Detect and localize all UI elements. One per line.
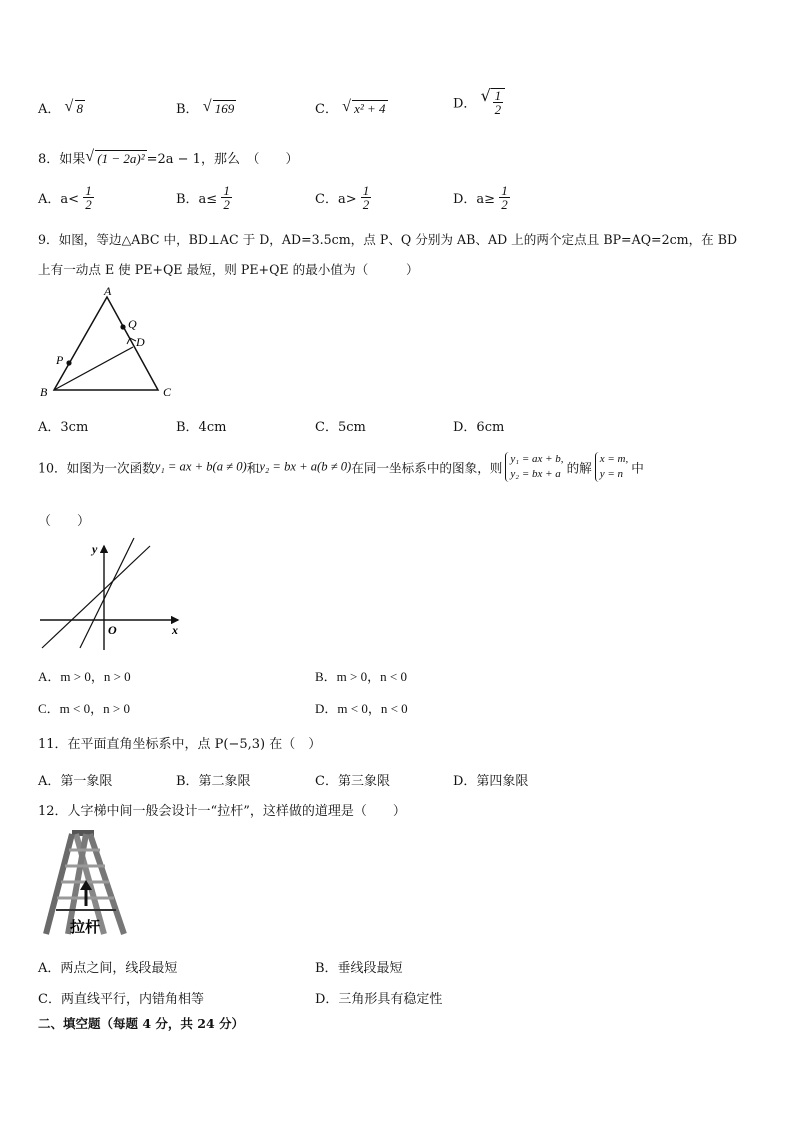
fraction (493, 89, 504, 116)
denominator: 2 (223, 197, 230, 212)
fraction (83, 184, 94, 211)
q9-option-a: A．3cm (38, 420, 89, 435)
function-y1: y₁ = ax + b(a ≠ 0) (154, 459, 247, 474)
label-q: Q (128, 317, 137, 331)
q12-option-b: B．垂线段最短 (315, 961, 403, 976)
numerator: 1 (85, 183, 92, 198)
radicand: x² + 4 (354, 101, 386, 116)
fraction (361, 184, 372, 211)
radicand: (1 − 2a)² (97, 151, 145, 166)
q10-option-a: A．m > 0，n > 0 (38, 669, 131, 684)
section-title: 二、填空题（每题 4 分，共 24 分） (38, 1016, 245, 1031)
question-text: 8．如果 (38, 152, 86, 167)
fraction (221, 184, 232, 211)
triangle-figure (36, 284, 186, 400)
q7-option-a (38, 98, 85, 117)
sqrt-expression (481, 88, 506, 116)
q12-option-a: A．两点之间，线段最短 (38, 961, 178, 976)
point-q (120, 324, 125, 329)
question-text: 和 (246, 460, 260, 476)
question-text: 在同一坐标系中的图象，则 (351, 460, 503, 476)
label-b: B (40, 385, 48, 399)
option-label: A．a< (38, 192, 80, 207)
axis-label-y: y (92, 542, 98, 556)
q11-option-b: B．第二象限 (176, 774, 251, 789)
equation-system (505, 452, 563, 482)
label-p: P (56, 353, 64, 367)
q9-stem-line1: 9．如图，等边△ABC 中，BD⊥AC 于 D，AD=3.5cm，点 P、Q 分别为 AB、AD 上的两个定点且 BP=AQ=2cm，在 BD (38, 232, 738, 247)
q12-option-c: C．两直线平行，内错角相等 (38, 992, 204, 1007)
radicand: 8 (76, 101, 84, 116)
question-text: 的解 (566, 460, 592, 476)
equation-line: y₂ = bx + a (510, 467, 561, 480)
question-text: =2a − 1，那么 （ ） (146, 152, 299, 167)
q10-option-b: B．m > 0，n < 0 (315, 669, 407, 684)
line-y2 (80, 538, 134, 648)
q11-option-c: C．第三象限 (315, 774, 390, 789)
sqrt-expression (85, 150, 146, 167)
q11-option-a: A．第一象限 (38, 774, 113, 789)
ladder-image (42, 828, 132, 940)
option-label: B． (176, 102, 199, 117)
denominator: 2 (362, 197, 370, 212)
q8-option-d (453, 184, 510, 211)
option-label: A． (38, 102, 61, 117)
denominator: 2 (494, 102, 502, 117)
q8-option-c (315, 184, 371, 211)
equation-line: y = n (599, 467, 624, 480)
equation-line: x = m, (599, 453, 629, 465)
radicand: 169 (214, 101, 235, 116)
q8-option-b (176, 184, 232, 211)
solution-system (595, 452, 629, 482)
q10-stem (38, 452, 644, 482)
q10-option-c: C．m < 0，n > 0 (38, 701, 130, 716)
fraction (499, 184, 510, 211)
denominator: 2 (85, 197, 92, 212)
q8-option-a (38, 184, 94, 211)
sqrt-expression (203, 100, 237, 117)
numerator: √ 1 (494, 88, 502, 103)
label-d: D (136, 335, 145, 349)
q11-stem: 11．在平面直角坐标系中，点 P(−5,3) 在（ ） (38, 737, 322, 752)
label-a: A (104, 284, 112, 298)
q9-option-c: C．5cm (315, 420, 366, 435)
q11-option-d: D．第四象限 (453, 774, 529, 789)
denominator: 2 (501, 197, 508, 212)
function-y2: y₂ = bx + a(b ≠ 0) (259, 459, 352, 474)
option-label: D． (453, 96, 477, 112)
label-c: C (163, 385, 172, 399)
numerator: 1 (362, 183, 370, 198)
q12-option-d: D．三角形具有稳定性 (315, 992, 443, 1007)
equation-line: y₁ = ax + b, (510, 453, 564, 465)
q7-option-d (453, 88, 505, 116)
q8-stem (38, 148, 298, 167)
option-label: C． (315, 102, 338, 117)
numerator: 1 (223, 183, 230, 198)
q10-option-d: D．m < 0，n < 0 (315, 701, 408, 716)
point-p (66, 360, 71, 365)
q9-stem-line2: 上有一动点 E 使 PE+QE 最短，则 PE+QE 的最小值为（ ） (38, 262, 419, 277)
image-caption: 拉杆 (70, 920, 101, 936)
q9-option-b: B．4cm (176, 420, 227, 435)
axis-label-x: x (172, 623, 178, 637)
option-label: B．a≤ (176, 192, 218, 207)
q10-answer-paren: （ ） (38, 514, 91, 529)
numerator: 1 (501, 183, 508, 198)
q7-option-c (315, 98, 388, 117)
line-y1 (42, 546, 150, 648)
q12-stem: 12．人字梯中间一般会设计一“拉杆”，这样做的道理是（ ） (38, 804, 406, 819)
sqrt-expression (65, 100, 86, 117)
question-text: 10．如图为一次函数 (38, 460, 155, 476)
option-label: C．a> (315, 192, 357, 207)
option-label: D．a≥ (453, 192, 496, 207)
linear-functions-graph (38, 536, 188, 654)
question-text: 中 (631, 460, 644, 476)
q9-option-d: D．6cm (453, 420, 505, 435)
origin-label: O (108, 623, 117, 637)
q7-option-b (176, 98, 236, 117)
sqrt-expression (342, 100, 387, 117)
